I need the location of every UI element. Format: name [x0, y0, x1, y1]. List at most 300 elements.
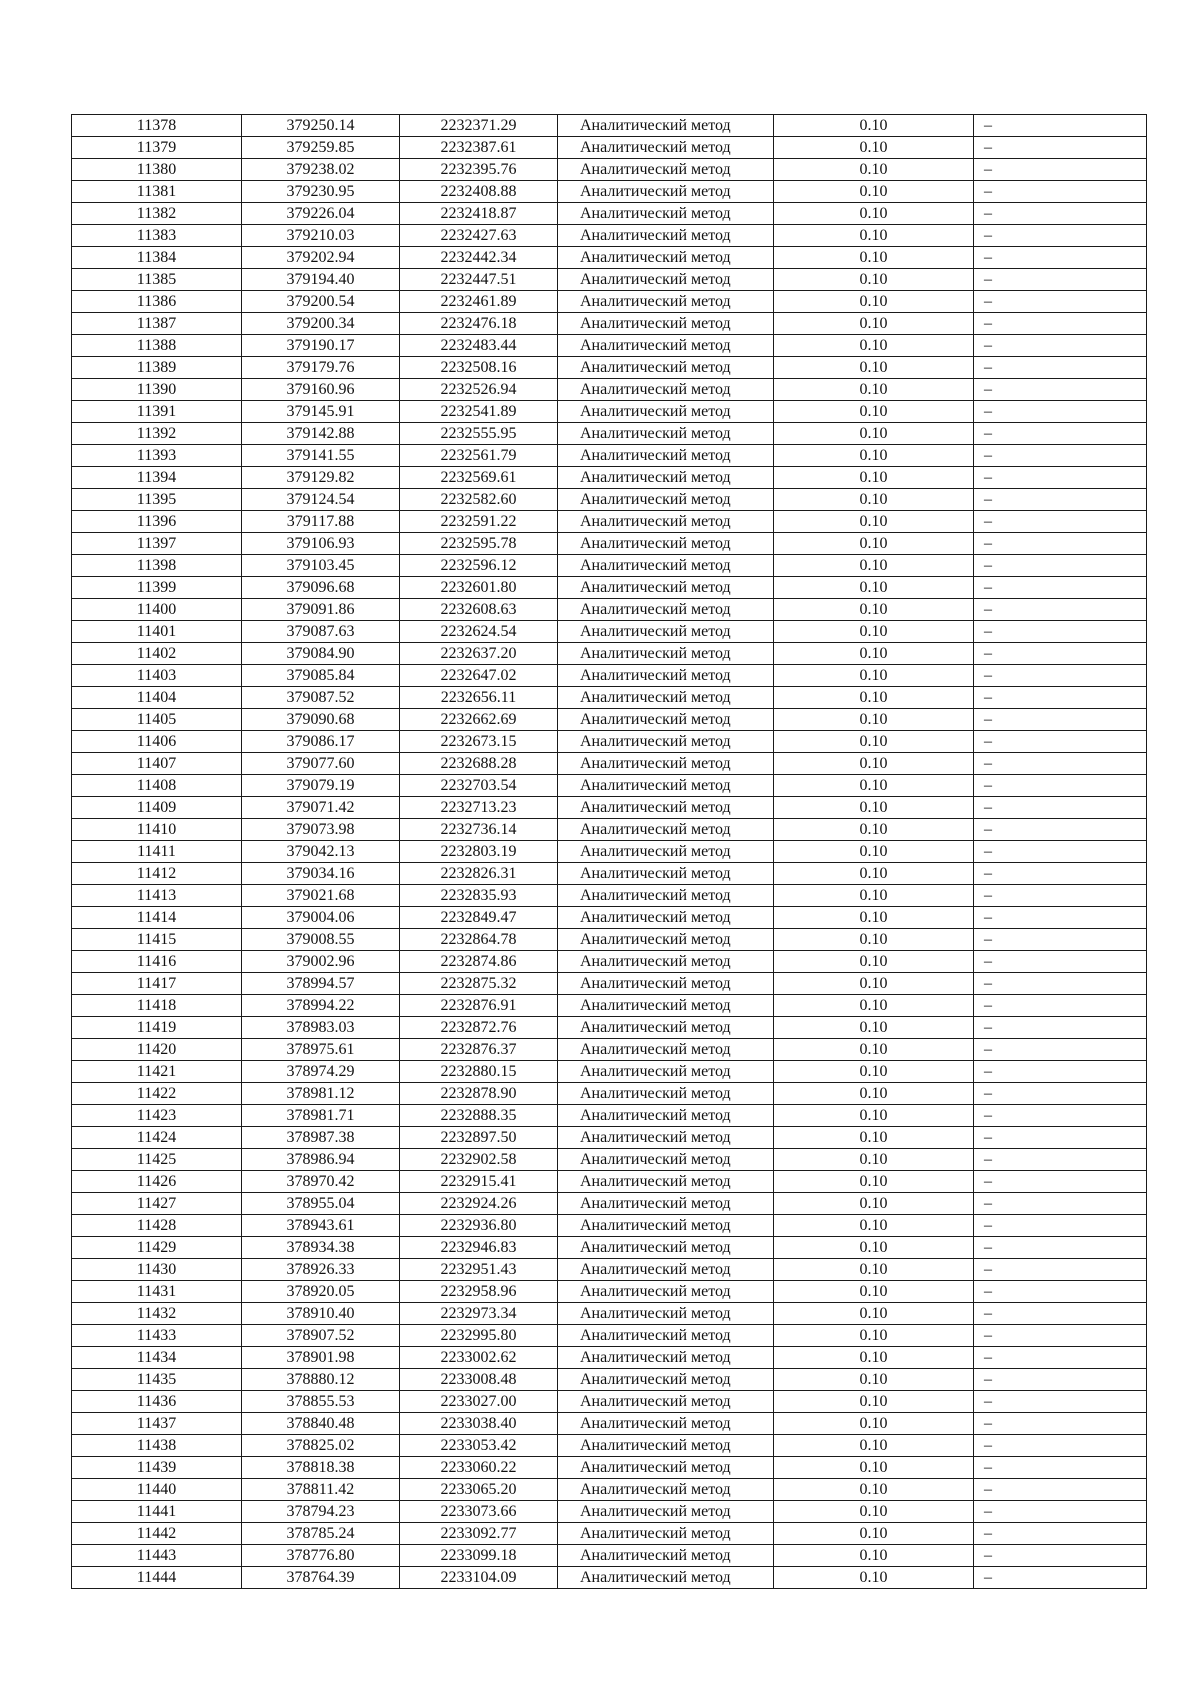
x-coordinate-cell: 378901.98	[242, 1347, 400, 1369]
table-row	[72, 863, 1147, 885]
x-coordinate-cell: 379008.55	[242, 929, 400, 951]
table-row	[72, 731, 1147, 753]
accuracy-cell: 0.10	[774, 951, 974, 973]
table-row	[72, 1501, 1147, 1523]
accuracy-cell: 0.10	[774, 1501, 974, 1523]
description-cell: –	[974, 445, 1147, 467]
x-coordinate-cell: 378970.42	[242, 1171, 400, 1193]
accuracy-cell: 0.10	[774, 1391, 974, 1413]
accuracy-cell: 0.10	[774, 907, 974, 929]
x-coordinate-cell: 378785.24	[242, 1523, 400, 1545]
table-row	[72, 247, 1147, 269]
x-coordinate-cell: 378981.71	[242, 1105, 400, 1127]
method-cell: Аналитический метод	[558, 841, 774, 863]
y-coordinate-cell: 2232647.02	[400, 665, 558, 687]
table-row	[72, 1083, 1147, 1105]
accuracy-cell: 0.10	[774, 137, 974, 159]
accuracy-cell: 0.10	[774, 247, 974, 269]
description-cell: –	[974, 225, 1147, 247]
method-cell: Аналитический метод	[558, 1347, 774, 1369]
y-coordinate-cell: 2232878.90	[400, 1083, 558, 1105]
point-number-cell: 11401	[72, 621, 242, 643]
description-cell: –	[974, 159, 1147, 181]
table-row	[72, 1215, 1147, 1237]
table-row	[72, 907, 1147, 929]
point-number-cell: 11439	[72, 1457, 242, 1479]
y-coordinate-cell: 2233002.62	[400, 1347, 558, 1369]
y-coordinate-cell: 2232442.34	[400, 247, 558, 269]
point-number-cell: 11427	[72, 1193, 242, 1215]
method-cell: Аналитический метод	[558, 291, 774, 313]
x-coordinate-cell: 379190.17	[242, 335, 400, 357]
description-cell: –	[974, 1193, 1147, 1215]
accuracy-cell: 0.10	[774, 775, 974, 797]
table-row	[72, 753, 1147, 775]
accuracy-cell: 0.10	[774, 1083, 974, 1105]
x-coordinate-cell: 378920.05	[242, 1281, 400, 1303]
y-coordinate-cell: 2232736.14	[400, 819, 558, 841]
accuracy-cell: 0.10	[774, 533, 974, 555]
x-coordinate-cell: 378943.61	[242, 1215, 400, 1237]
point-number-cell: 11418	[72, 995, 242, 1017]
description-cell: –	[974, 599, 1147, 621]
method-cell: Аналитический метод	[558, 621, 774, 643]
x-coordinate-cell: 379077.60	[242, 753, 400, 775]
accuracy-cell: 0.10	[774, 731, 974, 753]
description-cell: –	[974, 1149, 1147, 1171]
accuracy-cell: 0.10	[774, 1237, 974, 1259]
method-cell: Аналитический метод	[558, 1567, 774, 1589]
table-row	[72, 357, 1147, 379]
table-row	[72, 1479, 1147, 1501]
point-number-cell: 11413	[72, 885, 242, 907]
description-cell: –	[974, 115, 1147, 137]
accuracy-cell: 0.10	[774, 1567, 974, 1589]
accuracy-cell: 0.10	[774, 1017, 974, 1039]
y-coordinate-cell: 2232880.15	[400, 1061, 558, 1083]
accuracy-cell: 0.10	[774, 1259, 974, 1281]
table-row	[72, 665, 1147, 687]
accuracy-cell: 0.10	[774, 995, 974, 1017]
y-coordinate-cell: 2232395.76	[400, 159, 558, 181]
x-coordinate-cell: 379090.68	[242, 709, 400, 731]
description-cell: –	[974, 1303, 1147, 1325]
accuracy-cell: 0.10	[774, 1193, 974, 1215]
coordinates-table	[71, 114, 1147, 1589]
table-row	[72, 1325, 1147, 1347]
x-coordinate-cell: 379124.54	[242, 489, 400, 511]
table-row	[72, 1193, 1147, 1215]
y-coordinate-cell: 2232673.15	[400, 731, 558, 753]
accuracy-cell: 0.10	[774, 357, 974, 379]
method-cell: Аналитический метод	[558, 731, 774, 753]
table-row	[72, 621, 1147, 643]
point-number-cell: 11437	[72, 1413, 242, 1435]
x-coordinate-cell: 379117.88	[242, 511, 400, 533]
method-cell: Аналитический метод	[558, 1545, 774, 1567]
accuracy-cell: 0.10	[774, 1325, 974, 1347]
table-row	[72, 643, 1147, 665]
y-coordinate-cell: 2232476.18	[400, 313, 558, 335]
x-coordinate-cell: 378994.22	[242, 995, 400, 1017]
y-coordinate-cell: 2232946.83	[400, 1237, 558, 1259]
point-number-cell: 11412	[72, 863, 242, 885]
table-row	[72, 1391, 1147, 1413]
y-coordinate-cell: 2232591.22	[400, 511, 558, 533]
x-coordinate-cell: 378764.39	[242, 1567, 400, 1589]
point-number-cell: 11444	[72, 1567, 242, 1589]
method-cell: Аналитический метод	[558, 159, 774, 181]
method-cell: Аналитический метод	[558, 1479, 774, 1501]
x-coordinate-cell: 378987.38	[242, 1127, 400, 1149]
y-coordinate-cell: 2232555.95	[400, 423, 558, 445]
x-coordinate-cell: 379021.68	[242, 885, 400, 907]
y-coordinate-cell: 2233053.42	[400, 1435, 558, 1457]
point-number-cell: 11440	[72, 1479, 242, 1501]
method-cell: Аналитический метод	[558, 1061, 774, 1083]
table-row	[72, 775, 1147, 797]
method-cell: Аналитический метод	[558, 599, 774, 621]
description-cell: –	[974, 1523, 1147, 1545]
y-coordinate-cell: 2232897.50	[400, 1127, 558, 1149]
point-number-cell: 11435	[72, 1369, 242, 1391]
y-coordinate-cell: 2233027.00	[400, 1391, 558, 1413]
x-coordinate-cell: 378825.02	[242, 1435, 400, 1457]
y-coordinate-cell: 2232427.63	[400, 225, 558, 247]
method-cell: Аналитический метод	[558, 1149, 774, 1171]
method-cell: Аналитический метод	[558, 269, 774, 291]
accuracy-cell: 0.10	[774, 929, 974, 951]
method-cell: Аналитический метод	[558, 1369, 774, 1391]
method-cell: Аналитический метод	[558, 247, 774, 269]
description-cell: –	[974, 291, 1147, 313]
method-cell: Аналитический метод	[558, 225, 774, 247]
y-coordinate-cell: 2232995.80	[400, 1325, 558, 1347]
description-cell: –	[974, 1325, 1147, 1347]
description-cell: –	[974, 269, 1147, 291]
table-row	[72, 115, 1147, 137]
method-cell: Аналитический метод	[558, 203, 774, 225]
y-coordinate-cell: 2232483.44	[400, 335, 558, 357]
method-cell: Аналитический метод	[558, 995, 774, 1017]
accuracy-cell: 0.10	[774, 709, 974, 731]
accuracy-cell: 0.10	[774, 335, 974, 357]
y-coordinate-cell: 2232461.89	[400, 291, 558, 313]
method-cell: Аналитический метод	[558, 1457, 774, 1479]
description-cell: –	[974, 181, 1147, 203]
y-coordinate-cell: 2232703.54	[400, 775, 558, 797]
description-cell: –	[974, 379, 1147, 401]
y-coordinate-cell: 2233092.77	[400, 1523, 558, 1545]
point-number-cell: 11402	[72, 643, 242, 665]
x-coordinate-cell: 379079.19	[242, 775, 400, 797]
point-number-cell: 11415	[72, 929, 242, 951]
accuracy-cell: 0.10	[774, 841, 974, 863]
method-cell: Аналитический метод	[558, 1105, 774, 1127]
method-cell: Аналитический метод	[558, 797, 774, 819]
point-number-cell: 11394	[72, 467, 242, 489]
y-coordinate-cell: 2232835.93	[400, 885, 558, 907]
method-cell: Аналитический метод	[558, 1017, 774, 1039]
x-coordinate-cell: 379085.84	[242, 665, 400, 687]
method-cell: Аналитический метод	[558, 555, 774, 577]
method-cell: Аналитический метод	[558, 533, 774, 555]
coordinates-table-body	[72, 115, 1147, 1589]
method-cell: Аналитический метод	[558, 1501, 774, 1523]
description-cell: –	[974, 533, 1147, 555]
description-cell: –	[974, 797, 1147, 819]
table-row	[72, 1017, 1147, 1039]
method-cell: Аналитический метод	[558, 1281, 774, 1303]
point-number-cell: 11416	[72, 951, 242, 973]
point-number-cell: 11393	[72, 445, 242, 467]
x-coordinate-cell: 379106.93	[242, 533, 400, 555]
method-cell: Аналитический метод	[558, 1171, 774, 1193]
x-coordinate-cell: 379145.91	[242, 401, 400, 423]
accuracy-cell: 0.10	[774, 203, 974, 225]
description-cell: –	[974, 1369, 1147, 1391]
point-number-cell: 11381	[72, 181, 242, 203]
description-cell: –	[974, 819, 1147, 841]
method-cell: Аналитический метод	[558, 1523, 774, 1545]
x-coordinate-cell: 379073.98	[242, 819, 400, 841]
point-number-cell: 11414	[72, 907, 242, 929]
x-coordinate-cell: 378983.03	[242, 1017, 400, 1039]
y-coordinate-cell: 2233060.22	[400, 1457, 558, 1479]
point-number-cell: 11420	[72, 1039, 242, 1061]
point-number-cell: 11423	[72, 1105, 242, 1127]
y-coordinate-cell: 2232596.12	[400, 555, 558, 577]
method-cell: Аналитический метод	[558, 1193, 774, 1215]
y-coordinate-cell: 2232418.87	[400, 203, 558, 225]
point-number-cell: 11430	[72, 1259, 242, 1281]
method-cell: Аналитический метод	[558, 511, 774, 533]
accuracy-cell: 0.10	[774, 1457, 974, 1479]
x-coordinate-cell: 379129.82	[242, 467, 400, 489]
accuracy-cell: 0.10	[774, 181, 974, 203]
method-cell: Аналитический метод	[558, 1237, 774, 1259]
x-coordinate-cell: 379103.45	[242, 555, 400, 577]
point-number-cell: 11431	[72, 1281, 242, 1303]
point-number-cell: 11398	[72, 555, 242, 577]
y-coordinate-cell: 2232958.96	[400, 1281, 558, 1303]
description-cell: –	[974, 709, 1147, 731]
description-cell: –	[974, 203, 1147, 225]
method-cell: Аналитический метод	[558, 885, 774, 907]
y-coordinate-cell: 2232936.80	[400, 1215, 558, 1237]
table-row	[72, 709, 1147, 731]
table-row	[72, 1149, 1147, 1171]
table-row	[72, 1039, 1147, 1061]
table-row	[72, 1281, 1147, 1303]
method-cell: Аналитический метод	[558, 687, 774, 709]
y-coordinate-cell: 2232713.23	[400, 797, 558, 819]
accuracy-cell: 0.10	[774, 643, 974, 665]
description-cell: –	[974, 247, 1147, 269]
y-coordinate-cell: 2232864.78	[400, 929, 558, 951]
point-number-cell: 11399	[72, 577, 242, 599]
accuracy-cell: 0.10	[774, 225, 974, 247]
y-coordinate-cell: 2232902.58	[400, 1149, 558, 1171]
point-number-cell: 11434	[72, 1347, 242, 1369]
accuracy-cell: 0.10	[774, 423, 974, 445]
x-coordinate-cell: 379238.02	[242, 159, 400, 181]
description-cell: –	[974, 929, 1147, 951]
y-coordinate-cell: 2232561.79	[400, 445, 558, 467]
accuracy-cell: 0.10	[774, 621, 974, 643]
y-coordinate-cell: 2232541.89	[400, 401, 558, 423]
point-number-cell: 11417	[72, 973, 242, 995]
y-coordinate-cell: 2232924.26	[400, 1193, 558, 1215]
method-cell: Аналитический метод	[558, 1413, 774, 1435]
y-coordinate-cell: 2232876.91	[400, 995, 558, 1017]
accuracy-cell: 0.10	[774, 291, 974, 313]
accuracy-cell: 0.10	[774, 489, 974, 511]
description-cell: –	[974, 841, 1147, 863]
y-coordinate-cell: 2232408.88	[400, 181, 558, 203]
accuracy-cell: 0.10	[774, 1545, 974, 1567]
table-row	[72, 1435, 1147, 1457]
description-cell: –	[974, 313, 1147, 335]
method-cell: Аналитический метод	[558, 181, 774, 203]
method-cell: Аналитический метод	[558, 665, 774, 687]
method-cell: Аналитический метод	[558, 445, 774, 467]
method-cell: Аналитический метод	[558, 929, 774, 951]
x-coordinate-cell: 379087.63	[242, 621, 400, 643]
point-number-cell: 11397	[72, 533, 242, 555]
description-cell: –	[974, 577, 1147, 599]
x-coordinate-cell: 378994.57	[242, 973, 400, 995]
point-number-cell: 11405	[72, 709, 242, 731]
description-cell: –	[974, 1435, 1147, 1457]
x-coordinate-cell: 378880.12	[242, 1369, 400, 1391]
method-cell: Аналитический метод	[558, 951, 774, 973]
method-cell: Аналитический метод	[558, 907, 774, 929]
x-coordinate-cell: 378955.04	[242, 1193, 400, 1215]
table-row	[72, 401, 1147, 423]
y-coordinate-cell: 2233008.48	[400, 1369, 558, 1391]
accuracy-cell: 0.10	[774, 555, 974, 577]
accuracy-cell: 0.10	[774, 1127, 974, 1149]
accuracy-cell: 0.10	[774, 269, 974, 291]
table-row	[72, 291, 1147, 313]
x-coordinate-cell: 379086.17	[242, 731, 400, 753]
method-cell: Аналитический метод	[558, 335, 774, 357]
method-cell: Аналитический метод	[558, 577, 774, 599]
x-coordinate-cell: 378907.52	[242, 1325, 400, 1347]
y-coordinate-cell: 2232595.78	[400, 533, 558, 555]
x-coordinate-cell: 378840.48	[242, 1413, 400, 1435]
point-number-cell: 11436	[72, 1391, 242, 1413]
description-cell: –	[974, 643, 1147, 665]
method-cell: Аналитический метод	[558, 401, 774, 423]
y-coordinate-cell: 2232803.19	[400, 841, 558, 863]
description-cell: –	[974, 995, 1147, 1017]
method-cell: Аналитический метод	[558, 973, 774, 995]
method-cell: Аналитический метод	[558, 115, 774, 137]
y-coordinate-cell: 2232875.32	[400, 973, 558, 995]
table-row	[72, 1457, 1147, 1479]
table-row	[72, 1545, 1147, 1567]
description-cell: –	[974, 951, 1147, 973]
x-coordinate-cell: 379034.16	[242, 863, 400, 885]
point-number-cell: 11408	[72, 775, 242, 797]
y-coordinate-cell: 2232656.11	[400, 687, 558, 709]
x-coordinate-cell: 378855.53	[242, 1391, 400, 1413]
accuracy-cell: 0.10	[774, 973, 974, 995]
point-number-cell: 11390	[72, 379, 242, 401]
point-number-cell: 11389	[72, 357, 242, 379]
method-cell: Аналитический метод	[558, 379, 774, 401]
table-row	[72, 1567, 1147, 1589]
description-cell: –	[974, 1215, 1147, 1237]
accuracy-cell: 0.10	[774, 1061, 974, 1083]
point-number-cell: 11385	[72, 269, 242, 291]
x-coordinate-cell: 379160.96	[242, 379, 400, 401]
description-cell: –	[974, 1105, 1147, 1127]
y-coordinate-cell: 2232508.16	[400, 357, 558, 379]
method-cell: Аналитический метод	[558, 467, 774, 489]
method-cell: Аналитический метод	[558, 863, 774, 885]
point-number-cell: 11409	[72, 797, 242, 819]
table-row	[72, 599, 1147, 621]
description-cell: –	[974, 621, 1147, 643]
table-row	[72, 313, 1147, 335]
y-coordinate-cell: 2232688.28	[400, 753, 558, 775]
x-coordinate-cell: 378934.38	[242, 1237, 400, 1259]
point-number-cell: 11387	[72, 313, 242, 335]
accuracy-cell: 0.10	[774, 159, 974, 181]
accuracy-cell: 0.10	[774, 467, 974, 489]
point-number-cell: 11392	[72, 423, 242, 445]
description-cell: –	[974, 489, 1147, 511]
table-row	[72, 203, 1147, 225]
description-cell: –	[974, 687, 1147, 709]
description-cell: –	[974, 753, 1147, 775]
description-cell: –	[974, 665, 1147, 687]
y-coordinate-cell: 2232447.51	[400, 269, 558, 291]
method-cell: Аналитический метод	[558, 489, 774, 511]
description-cell: –	[974, 467, 1147, 489]
x-coordinate-cell: 378818.38	[242, 1457, 400, 1479]
x-coordinate-cell: 378794.23	[242, 1501, 400, 1523]
description-cell: –	[974, 1501, 1147, 1523]
method-cell: Аналитический метод	[558, 1127, 774, 1149]
accuracy-cell: 0.10	[774, 379, 974, 401]
y-coordinate-cell: 2232371.29	[400, 115, 558, 137]
description-cell: –	[974, 1237, 1147, 1259]
x-coordinate-cell: 378974.29	[242, 1061, 400, 1083]
method-cell: Аналитический метод	[558, 1303, 774, 1325]
x-coordinate-cell: 379141.55	[242, 445, 400, 467]
description-cell: –	[974, 731, 1147, 753]
table-row	[72, 555, 1147, 577]
description-cell: –	[974, 1391, 1147, 1413]
table-row	[72, 973, 1147, 995]
method-cell: Аналитический метод	[558, 709, 774, 731]
table-row	[72, 269, 1147, 291]
table-row	[72, 929, 1147, 951]
x-coordinate-cell: 379004.06	[242, 907, 400, 929]
point-number-cell: 11438	[72, 1435, 242, 1457]
table-row	[72, 445, 1147, 467]
accuracy-cell: 0.10	[774, 665, 974, 687]
accuracy-cell: 0.10	[774, 1149, 974, 1171]
point-number-cell: 11380	[72, 159, 242, 181]
description-cell: –	[974, 1457, 1147, 1479]
y-coordinate-cell: 2233065.20	[400, 1479, 558, 1501]
accuracy-cell: 0.10	[774, 1281, 974, 1303]
